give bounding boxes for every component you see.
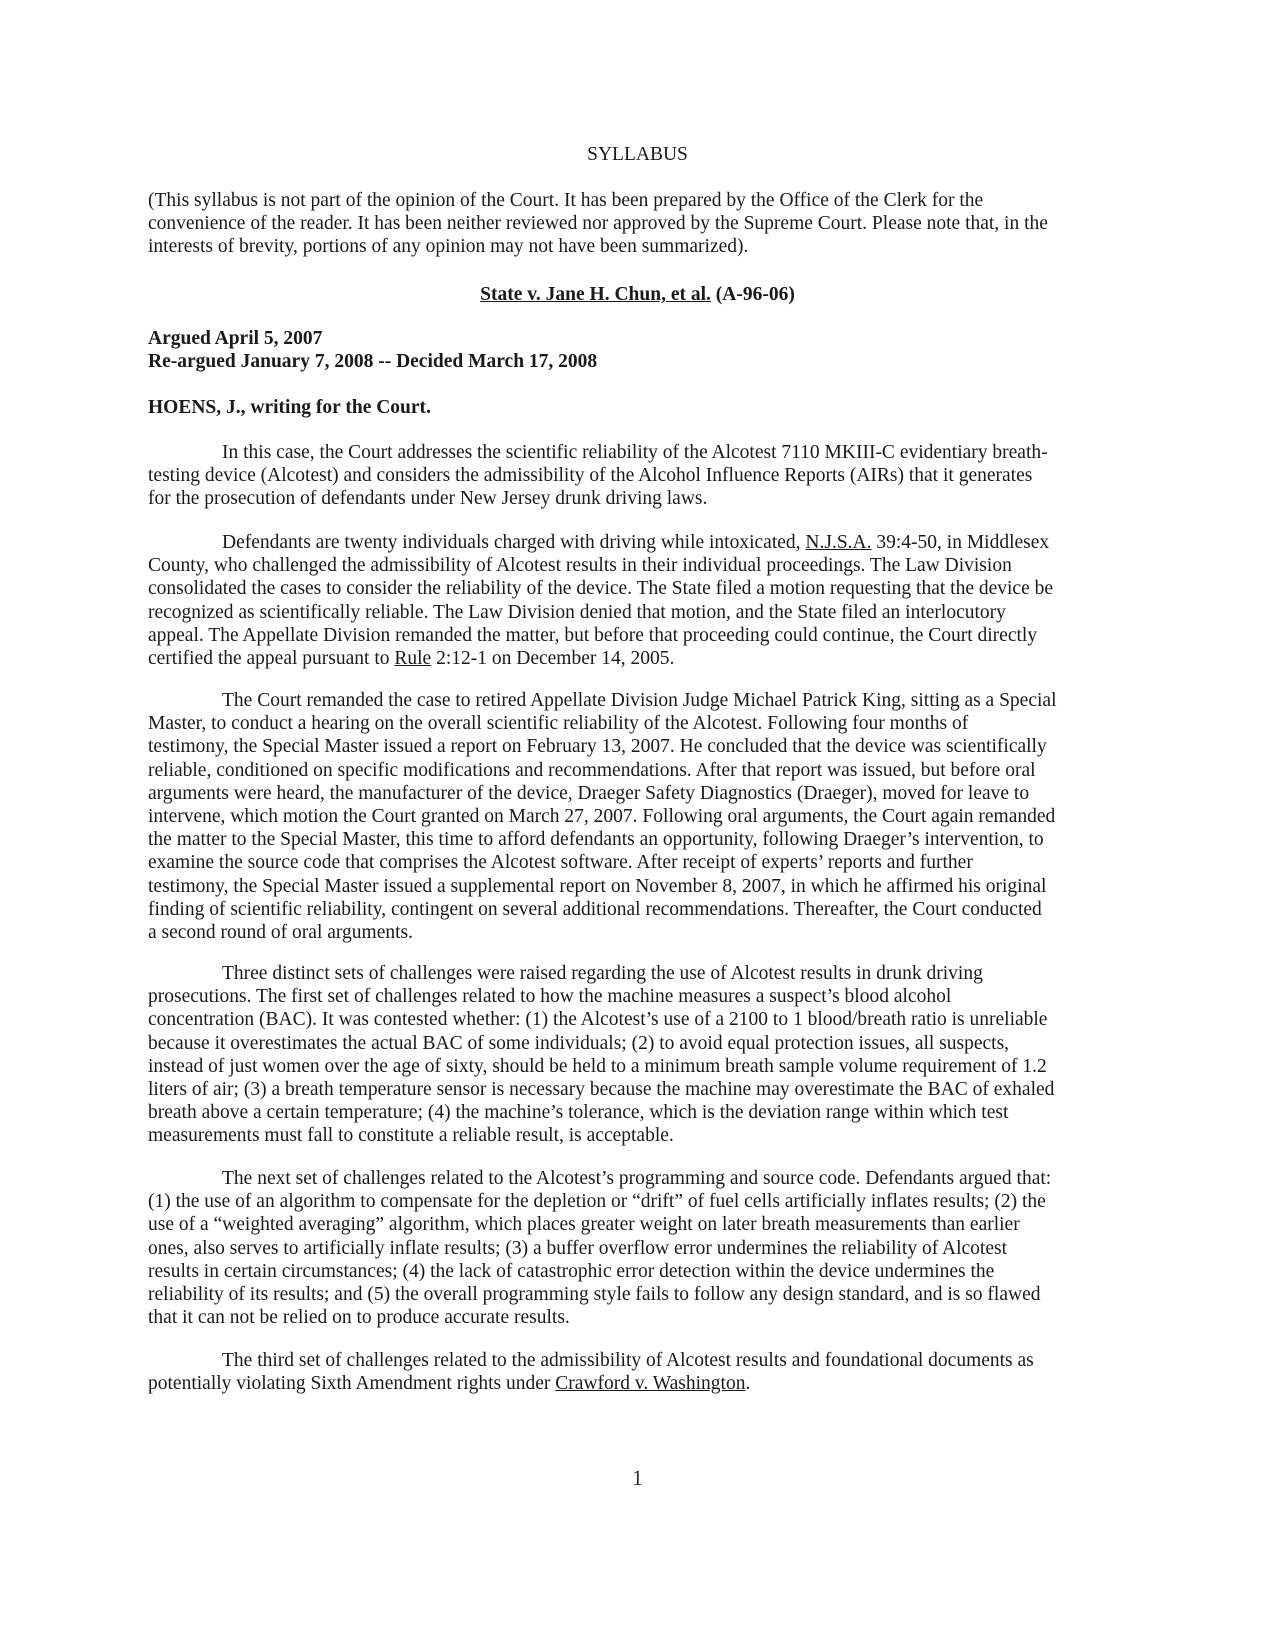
- text-line: [148, 1372, 1128, 1395]
- text-line: arguments were heard, the manufacturer of the device, Draeger Safety Diagnostics (Draeger), moved for leave to: [148, 782, 1030, 804]
- text-run: certified the appeal pursuant to: [148, 648, 395, 670]
- author-line: HOENS, J., writing for the Court.: [148, 397, 431, 418]
- text-line: liters of air; (3) a breath temperature sensor is necessary because the machine may overestimate the BAC of exhaled: [148, 1079, 1055, 1101]
- text-line: use of a “weighted averaging” algorithm, which places greater weight on later breath measurements than earlier: [148, 1214, 1020, 1236]
- text-line: results in certain circumstances; (4) the lack of catastrophic error detection within the device undermines the: [148, 1260, 995, 1282]
- text-line: because it overestimates the actual BAC of some individuals; (2) to avoid equal protection issues, all suspects,: [148, 1032, 1010, 1054]
- paragraph-1: [148, 441, 1128, 511]
- text-run: potentially violating Sixth Amendment rights under: [148, 1373, 556, 1395]
- text-line: testimony, the Special Master issued a report on February 13, 2007. He concluded that the device was scientifically: [148, 736, 1047, 758]
- syllabus-heading: SYLLABUS: [587, 144, 688, 165]
- text-line: for the prosecution of defendants under New Jersey drunk driving laws.: [148, 488, 708, 510]
- case-number: (A-96-06): [710, 284, 795, 305]
- text-line: recognized as scientifically reliable. The Law Division denied that motion, and the State filed an interlocutory: [148, 601, 1006, 623]
- text-line: The next set of challenges related to the Alcotest’s programming and source code. Defendants argued that:: [222, 1168, 1052, 1189]
- text-line: testimony, the Special Master issued a supplemental report on November 8, 2007, in which he affirmed his original: [148, 875, 1047, 897]
- statute-citation: N.J.S.A.: [805, 532, 872, 553]
- text-line: finding of scientific reliability, contingent on several additional recommendations. Thereafter, the Court conducted: [148, 898, 1042, 920]
- text-line: a second round of oral arguments.: [148, 922, 413, 944]
- text-line: The third set of challenges related to the admissibility of Alcotest results and foundational documents as: [222, 1350, 1034, 1371]
- text-run: .: [745, 1373, 751, 1395]
- text-line: testing device (Alcotest) and considers the admissibility of the Alcohol Influence Reports (AIRs) that it generates: [148, 465, 1033, 487]
- case-citation: Crawford v. Washington: [555, 1373, 746, 1395]
- text-line: The Court remanded the case to retired Appellate Division Judge Michael Patrick King, sitting as a Special: [222, 690, 1057, 711]
- intro-line: interests of brevity, portions of any opinion may not have been summarized).: [148, 236, 749, 258]
- text-line: reliable, conditioned on specific modifications and recommendations. After that report was issued, but before oral: [148, 759, 1036, 781]
- text-line: [148, 531, 1128, 554]
- text-line: concentration (BAC). It was contested whether: (1) the Alcotest’s use of a 2100 to 1 blood/breath ratio is unreliable: [148, 1009, 1048, 1031]
- text-line: County, who challenged the admissibility of Alcotest results in their individual proceedings. The Law Division: [148, 555, 1012, 577]
- text-line: intervene, which motion the Court granted on March 27, 2007. Following oral arguments, the Court again remanded: [148, 806, 1056, 828]
- intro-line: convenience of the reader. It has been neither reviewed nor approved by the Supreme Court. Please note that, in the: [148, 213, 1048, 235]
- text-line: reliability of its results; and (5) the overall programming style fails to follow any design standard, and is so flawed: [148, 1284, 1041, 1306]
- text-line: appeal. The Appellate Division remanded the matter, but before that proceeding could continue, the Court directly: [148, 624, 1038, 646]
- text-line: consolidated the cases to consider the reliability of the device. The State filed a motion requesting that the device be: [148, 578, 1054, 600]
- text-line: prosecutions. The first set of challenges related to how the machine measures a suspect’s blood alcohol: [148, 986, 952, 1008]
- argued-date: Argued April 5, 2007: [148, 328, 323, 349]
- paragraph-4: [148, 962, 1128, 1148]
- text-line: In this case, the Court addresses the scientific reliability of the Alcotest 7110 MKIII-C evidentiary breath-: [222, 442, 1048, 463]
- reargued-date: Re-argued January 7, 2008 -- Decided March 17, 2008: [148, 351, 598, 373]
- text-line: ones, also serves to artificially inflate results; (3) a buffer overflow error undermines the reliability of Alcotest: [148, 1237, 1007, 1259]
- paragraph-6: [148, 1349, 1128, 1395]
- case-title: State v. Jane H. Chun, et al.: [480, 284, 711, 305]
- text-line: breath above a certain temperature; (4) the machine’s tolerance, which is the deviation range within which test: [148, 1102, 1009, 1124]
- rule-citation: Rule: [394, 648, 432, 670]
- case-title-line: [0, 283, 1275, 306]
- paragraph-3: [148, 689, 1128, 944]
- text-line: instead of just women over the age of sixty, should be held to a minimum breath sample volume requirement of 1.2: [148, 1055, 1047, 1077]
- intro-line: (This syllabus is not part of the opinion of the Court. It has been prepared by the Office of the Clerk for the: [148, 190, 984, 211]
- intro-paragraph: [148, 189, 1128, 259]
- text-line: (1) the use of an algorithm to compensate for the depletion or “drift” of fuel cells artificially inflates results; (2) the: [148, 1191, 1046, 1213]
- text-line: the matter to the Special Master, this time to afford defendants an opportunity, following Draeger’s intervention, to: [148, 829, 1044, 851]
- text-line: that it can not be relied on to produce accurate results.: [148, 1307, 570, 1329]
- paragraph-2: [148, 531, 1128, 670]
- text-run: Defendants are twenty individuals charged with driving while intoxicated,: [222, 532, 806, 553]
- text-run: 39:4-50, in Middlesex: [871, 532, 1050, 553]
- text-line: examine the source code that comprises the Alcotest software. After receipt of experts’ reports and further: [148, 852, 973, 874]
- text-line: Master, to conduct a hearing on the overall scientific reliability of the Alcotest. Following four months of: [148, 713, 969, 735]
- text-line: measurements must fall to constitute a reliable result, is acceptable.: [148, 1125, 674, 1147]
- text-line: [148, 647, 1128, 670]
- text-run: 2:12-1 on December 14, 2005.: [431, 648, 675, 670]
- dates-block: [148, 327, 1128, 373]
- paragraph-5: [148, 1167, 1128, 1329]
- text-line: Three distinct sets of challenges were raised regarding the use of Alcotest results in drunk driving: [222, 963, 983, 984]
- page-number: 1: [632, 1465, 643, 1490]
